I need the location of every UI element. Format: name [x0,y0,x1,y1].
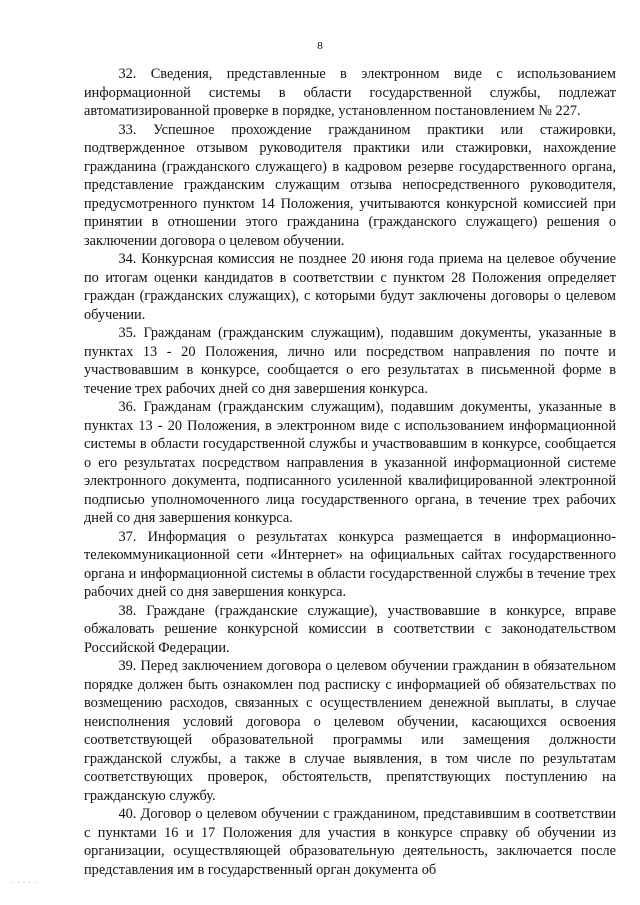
scan-edge-mark: · · · · · [12,880,37,886]
paragraph-37: 37. Информация о результатах конкурса размещается в информационно-телекоммуникационной сети «Интернет» на официальных сайтах государственного органа и информационной системы в области государственной службы в течение трех рабочих дней со дня завершения конкурса. [84,528,616,600]
paragraph-36: 36. Гражданам (гражданским служащим), подавшим документы, указанные в пунктах 13 - 20 Положения, в электронном виде с использованием информационной системы в области государственной службы и участвовавшим в конкурсе, сообщается о его результатах посредством направления в указанной информационной системе электронного документа, подписанного усиленной квалифицированной электронной подписью уполномоченного лица государственного органа, в течение трех рабочих дней со дня завершения конкурса. [84,399,616,526]
document-body [84,65,616,879]
paragraph-35: 35. Гражданам (гражданским служащим), подавшим документы, указанные в пунктах 13 - 20 Положения, лично или посредством направления по почте и участвовавшим в конкурсе, сообщается о его результатах в письменной форме в течение трех рабочих дней со дня завершения конкурса. [84,325,616,397]
paragraph-40: 40. Договор о целевом обучении с гражданином, представившим в соответствии с пунктами 16 и 17 Положения для участия в конкурсе справку об обучении из организации, осуществляющей образовательную деятельность, заключается после представления им в государственный орган документа об [84,806,616,878]
paragraph-32: 32. Сведения, представленные в электронном виде с использованием информационной системы в области государственной службы, подлежат автоматизированной проверке в порядке, установленном постановлением № 227. [84,66,616,119]
paragraph-34: 34. Конкурсная комиссия не позднее 20 июня года приема на целевое обучение по итогам оценки кандидатов в соответствии с пунктом 28 Положения определяет граждан (гражданских служащих), с которыми будут заключены договоры о целевом обучении. [84,251,616,323]
page-number: 8 [317,40,323,52]
paragraph-33: 33. Успешное прохождение гражданином практики или стажировки, подтвержденное отзывом руководителя практики или стажировки, нахождение гражданина (гражданского служащего) в кадровом резерве государственного органа, представление гражданским служащим отзыва непосредственного руководителя, предусмотренного пунктом 14 Положения, учитываются конкурсной комиссией при принятии в отношении этого гражданина (гражданского служащего) решения о заключении договора о целевом обучении. [84,121,616,249]
paragraph-39: 39. Перед заключением договора о целевом обучении гражданин в обязательном порядке должен быть ознакомлен под расписку с информацией об обязательствах по возмещению расходов, связанных с осуществлением денежной выплаты, в случае неисполнения условий договора о целевом обучении, касающихся освоения соответствующей образовательной программы или замещения должности гражданской службы, а также в случае выявления, в том числе по результатам соответствующих проверок, обстоятельств, препятствующих поступлению на гражданскую службу. [84,658,616,804]
paragraph-38: 38. Граждане (гражданские служащие), участвовавшие в конкурсе, вправе обжаловать решение конкурсной комиссии в соответствии с законодательством Российской Федерации. [84,602,616,656]
